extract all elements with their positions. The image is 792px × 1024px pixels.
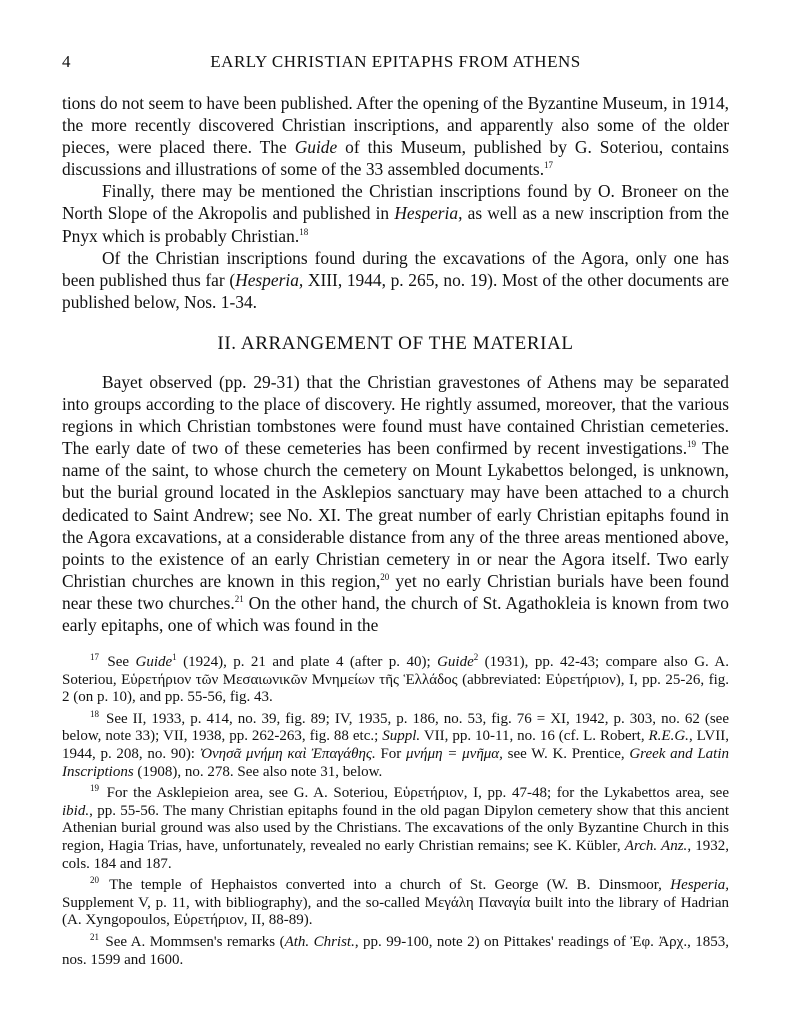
footnote-number: 19 <box>90 783 99 794</box>
greek-title: Εὑρετήριον, <box>393 785 468 802</box>
footnote-ref: 18 <box>299 226 309 237</box>
text-run: yet no early Christian burials have been found near these two churches. <box>62 570 729 613</box>
text-run: see W. K. Prentice, <box>502 746 630 763</box>
footnote-number: 18 <box>90 708 99 719</box>
body-text <box>62 92 729 636</box>
footnote-20 <box>62 877 729 930</box>
text-run: , pp. 99-100, note 2) on Pittakes' readings of <box>354 933 631 950</box>
italic-title: Guide <box>294 137 338 158</box>
footnote-number: 17 <box>90 652 99 663</box>
text-run: , 1853, nos. 1599 and 1600. <box>62 933 730 968</box>
text-run: Bayet observed (pp. 29-31) that the Christian gravestones of Athens may be separated into groups according to the place of discovery. He rightly assumed, moreover, that the various regions in which Christian tombstones were found must have contained Christian cemeteries. The early date of two of these cemeteries has been confirmed by recent investigations. <box>62 371 729 459</box>
footnote-ref: 21 <box>234 594 244 605</box>
paragraph-3 <box>62 247 729 313</box>
text-run: of this Museum, published by G. Soteriou, contains discussions and illustrations of some of the 33 assembled documents. <box>62 137 729 180</box>
section-heading: II. ARRANGEMENT OF THE MATERIAL <box>217 332 574 354</box>
text-run: built into the library of Hadrian (A. Xyngopoulos, <box>62 894 730 929</box>
footnote-17 <box>62 654 729 707</box>
greek-title: Ἐφ. Ἀρχ. <box>630 933 688 950</box>
greek-title: Εὑρετήριον τῶν Μεσαιωνικῶν Μνημείων τῆς Ἑλλάδος <box>121 671 458 688</box>
text-run: (abbreviated: <box>457 671 546 688</box>
text-run: , 1932, cols. 184 and 187. <box>62 838 730 872</box>
italic-title: ibid. <box>62 802 90 819</box>
paragraph-2 <box>62 180 729 246</box>
footnote-ref: 20 <box>380 571 390 582</box>
text-run: (1931), pp. 42-43; compare also G. A. Soteriou, <box>62 654 729 688</box>
footnote-ref: 17 <box>544 160 554 171</box>
text-run: Of the Christian inscriptions found during the excavations of the Agora, only one has been published thus far ( <box>62 247 729 290</box>
greek-quote: Ὀνησᾶ μνήμη καὶ Ἐπαγάθης. <box>199 746 376 763</box>
text-run: On the other hand, the church of St. Agathokleia is known from two early epitaphs, one of which was found in the <box>62 592 729 635</box>
italic-title: Hesperia, <box>394 203 463 224</box>
text-run: See II, 1933, p. 414, no. 39, fig. 89; IV, 1935, p. 186, no. 53, fig. 76 = XI, 1942, p. 303, no. 62 (see below, note 33); VII, 1938, pp. 262-263, fig. 88 etc.; <box>62 710 729 745</box>
footnote-ref: 19 <box>687 439 697 450</box>
footnotes <box>62 654 729 969</box>
greek-quote: μνήμη = μνῆμα, <box>406 746 503 763</box>
footnote-number: 21 <box>90 931 99 942</box>
text-run: For <box>375 746 406 763</box>
text-run: II, 88-89). <box>247 912 313 929</box>
footnote-18 <box>62 708 729 781</box>
italic-title: Arch. Anz. <box>624 838 688 854</box>
italic-title: R.E.G. <box>648 728 689 745</box>
text-run: (1924), p. 21 and plate 4 (after p. 40); <box>176 654 438 671</box>
text-run: as well as a new inscription from the Pnyx which is probably Christian. <box>62 203 729 246</box>
text-run: Finally, there may be mentioned the Christian inscriptions found by O. Broneer on the North Slope of the Akropolis and published in <box>62 181 729 224</box>
greek-title: Μεγάλη Παναγία <box>424 894 531 911</box>
italic-title: Hesperia, <box>670 877 729 894</box>
italic-title: Guide <box>135 654 173 671</box>
text-run: The temple of Hephaistos converted into a church of St. George (W. B. Dinsmoor, <box>101 877 671 894</box>
text-run: See A. Mommsen's remarks ( <box>101 933 285 950</box>
italic-title: Greek and Latin Inscriptions <box>62 746 729 780</box>
footnote-21 <box>62 931 730 969</box>
paragraph-4 <box>62 371 729 636</box>
italic-title: Suppl. <box>382 728 421 745</box>
text-run: I, pp. 47-48; for the Lykabettos area, see <box>467 785 729 802</box>
text-run: ), I, pp. 25-26, fig. 2 (on p. 10), and pp. 55-56, fig. 43. <box>62 671 730 706</box>
text-run: For the Asklepieion area, see G. A. Soteriou, <box>101 785 394 802</box>
footnote-number: 20 <box>90 875 99 886</box>
text-run: VII, pp. 10-11, no. 16 (cf. L. Robert, <box>420 728 649 745</box>
text-run: , LVII, 1944, p. 208, no. 90): <box>62 728 729 763</box>
text-run: Supplement V, p. 11, with bibliography), and the so-called <box>62 894 425 911</box>
greek-title: Εὑρετήριον <box>545 671 616 688</box>
text-run: tions do not seem to have been published. After the opening of the Byzantine Museum, in 1914, the more recently discovered Christian inscriptions, and apparently also some of the older pieces, were placed there. The <box>62 93 729 158</box>
italic-title: Hesperia, <box>235 269 304 290</box>
text-run: (1908), no. 278. See also note 31, below. <box>133 763 383 780</box>
text-run: The name of the saint, to whose church the cemetery on Mount Lykabettos belonged, is unknown, but the burial ground located in the Asklepios sanctuary may have been attached to a church dedicated to Saint Andrew; see No. XI. The great number of early Christian epitaphs found in the Agora excavations, at a considerable distance from any of the three areas mentioned above, points to the existence of an early Christian cemetery in or near the Agora itself. Two early Christian churches are known in this region, <box>62 438 729 591</box>
italic-title: Guide <box>437 654 474 671</box>
page-number: 4 <box>62 52 71 71</box>
edition-sup: 1 <box>172 652 177 663</box>
running-head <box>62 48 729 72</box>
italic-title: Ath. Christ. <box>284 933 355 950</box>
text-run: See <box>101 654 136 671</box>
text-run: XIII, 1944, p. 265, no. 19). Most of the other documents are published below, Nos. 1-34. <box>62 269 729 312</box>
running-title: EARLY CHRISTIAN EPITAPHS FROM ATHENS <box>210 52 581 71</box>
paragraph-1 <box>62 92 729 180</box>
footnote-19 <box>62 785 729 873</box>
edition-sup: 2 <box>473 652 479 663</box>
page <box>62 48 729 973</box>
text-run: , pp. 55-56. The many Christian epitaphs found in the old pagan Dipylon cemetery show that this ancient Athenian burial ground was also used by the Christians. The excavations of the only Byzantine Church in this region, Hagia Trias, have, unfortunately, revealed no early Christian remains; see K. Kübler, <box>62 802 729 854</box>
greek-title: Εὑρετήριον, <box>173 912 248 929</box>
